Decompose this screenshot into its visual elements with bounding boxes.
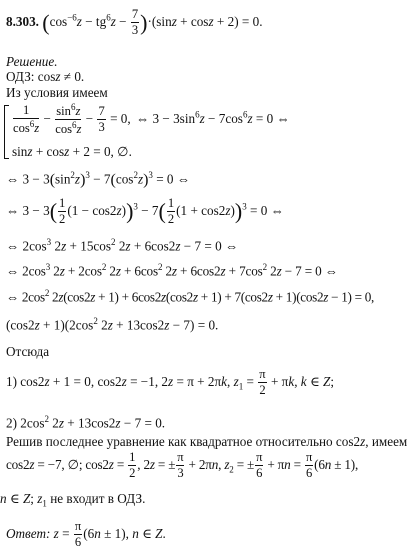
- problem-equation: ($\cos^{-6}z - tg^6z$ − $\frac{7}{3}$ )·(sinz + cosz + 2) = 0.: [42, 7, 263, 38]
- odz-label: ОДЗ:: [6, 69, 35, 84]
- hence-label: Отсюда: [6, 344, 50, 359]
- problem-line: [6, 8, 263, 37]
- case-1: 1) cos2z + 1 = 0, cos2z = −1, 2z = π + 2πk, $z_1$ = $\frac{\pi}{2}$ + πk, k ∈ Z;: [6, 367, 335, 398]
- quadratic-note: Решив последнее уравнение как квадратное относительно cos2z, имеем: [6, 434, 408, 449]
- odz-line: [6, 70, 84, 83]
- answer-label: Ответ:: [6, 525, 51, 541]
- step-1: ⇔ $3 - 3(\sin^2z)^3 - 7(\cos^2z)^3 = 0$ ⇔: [6, 170, 191, 189]
- case-2: 2) $2\cos^2$ 2z + 13cos2z − 7 = 0.: [6, 414, 166, 431]
- from-condition: Из условия имеем: [6, 85, 108, 100]
- step-2: ⇔ 3 − 3( $\frac{1}{2}$ (1 − cos2z))$^3$ − 7( $\frac{1}{2}$ (1 + cos2z))$^3$ = 0 ⇔: [6, 196, 284, 227]
- problem-number: 8.303.: [6, 13, 39, 29]
- system-result: ⇔ $3 - 3\sin^6z - 7\cos^6z = 0$ ⇔: [135, 109, 290, 126]
- solution-label: Решение.: [6, 54, 58, 69]
- system-bracket: [4, 105, 9, 159]
- roots-continuation: n ∈ Z; $z_1$ не входит в ОДЗ.: [0, 491, 146, 509]
- step-5: ⇔ $2\cos^2$ 2z(cos2z + 1) + 6cos2z(cos2z + 1) + 7(cos2z + 1)(cos2z − 1) = 0,: [6, 288, 375, 305]
- answer-line: Ответ: z = $\frac{\pi}{6}$ (6n ± 1), n ∈ Z.: [6, 519, 166, 550]
- roots-line: cos2z = −7, ∅; cos2z = $\frac{1}{2}$ , 2z = ± $\frac{\pi}{3}$ + 2πn, $z_2$ = ± $\frac{\pi}{6}$ + πn = $\frac{\pi}{6}$ (6n ± 1),: [6, 450, 359, 481]
- step-3: ⇔ $2\cos^3$ $2z + 15\cos^2$ 2z + 6cos2z − 7 = 0 ⇔: [6, 237, 239, 254]
- system-line-1: $\frac{1}{\cos^6z}$ − $\frac{\sin^6z}{\cos^6z}$ − $\frac{7}{3}$ = 0, ⇔ $3 - 3\sin^6z - 7\cos^6z = 0$ ⇔: [13, 102, 290, 137]
- step-4: ⇔ $2\cos^3$ $2z + 2\cos^2$ $2z + 6\cos^2$ $2z + 6\cos 2z + 7\cos^2$ 2z − 7 = 0 ⇔: [6, 262, 338, 279]
- system-line-2: sinz + cosz + 2 = 0, ∅.: [12, 144, 132, 159]
- odz-condition: cosz ≠ 0.: [37, 69, 85, 84]
- step-6: $(\cos 2z + 1)(2\cos^2$ 2z + 13cos2z − 7) = 0.: [6, 316, 219, 333]
